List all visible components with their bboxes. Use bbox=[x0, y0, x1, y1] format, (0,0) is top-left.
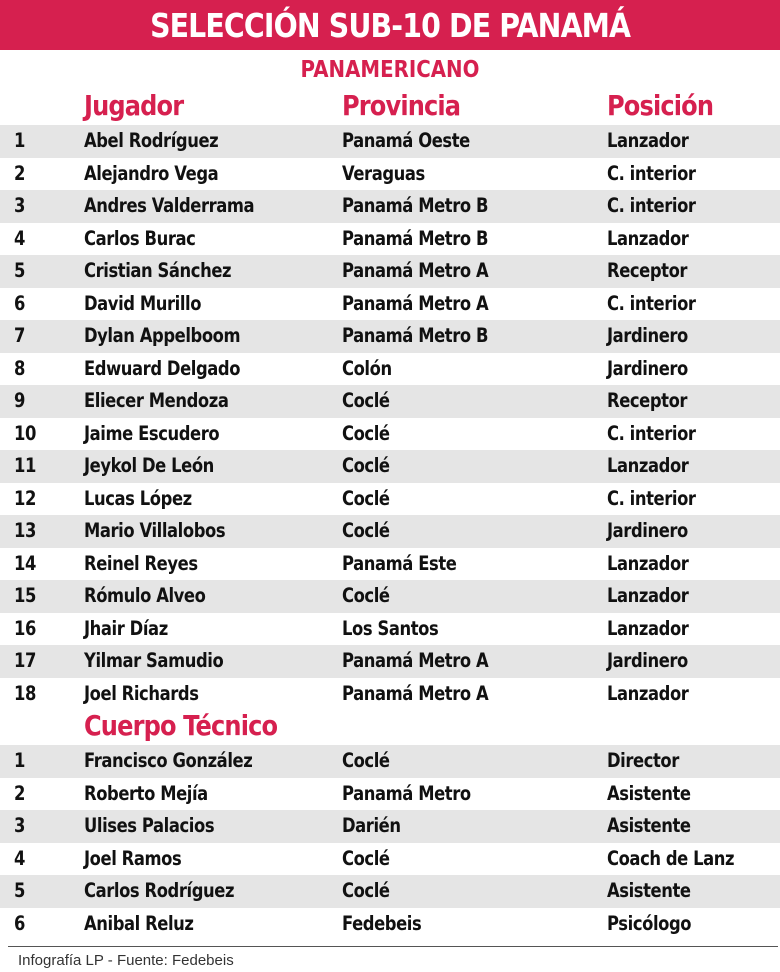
name-cell: Lucas López bbox=[84, 486, 192, 510]
province-cell: Coclé bbox=[342, 519, 390, 542]
source-credit: Infografía LP - Fuente: Fedebeis bbox=[18, 952, 234, 969]
row-number: 5 bbox=[14, 879, 25, 902]
staff-row bbox=[0, 745, 780, 778]
column-header-position: Posición bbox=[607, 89, 714, 122]
province-cell: Coclé bbox=[342, 421, 390, 445]
row-number: 9 bbox=[14, 389, 25, 412]
position-cell: C. interior bbox=[607, 194, 696, 217]
province-cell: Panamá Metro A bbox=[342, 291, 489, 315]
row-number: 8 bbox=[14, 356, 25, 380]
province-cell: Coclé bbox=[342, 454, 390, 477]
position-cell: Lanzador bbox=[607, 551, 689, 575]
province-cell: Veraguas bbox=[342, 161, 425, 185]
row-number: 6 bbox=[14, 911, 25, 935]
staff-row bbox=[0, 810, 780, 843]
position-cell: Jardinero bbox=[607, 356, 688, 380]
player-row bbox=[0, 190, 780, 223]
staff-row bbox=[0, 908, 780, 941]
row-number: 17 bbox=[14, 649, 36, 672]
name-cell: Francisco González bbox=[84, 749, 253, 772]
player-row bbox=[0, 288, 780, 321]
name-cell: Jhair Díaz bbox=[84, 616, 168, 640]
player-row bbox=[0, 125, 780, 158]
province-cell: Panamá Metro A bbox=[342, 681, 489, 705]
name-cell: Roberto Mejía bbox=[84, 781, 208, 805]
row-number: 12 bbox=[14, 486, 36, 510]
player-row bbox=[0, 548, 780, 581]
province-cell: Panamá Este bbox=[342, 551, 457, 575]
province-cell: Coclé bbox=[342, 749, 390, 772]
staff-row bbox=[0, 778, 780, 811]
position-cell: Lanzador bbox=[607, 226, 689, 250]
player-row bbox=[0, 158, 780, 191]
province-cell: Los Santos bbox=[342, 616, 439, 640]
position-cell: Receptor bbox=[607, 259, 688, 282]
province-cell: Panamá Metro A bbox=[342, 649, 489, 672]
province-cell: Panamá Metro B bbox=[342, 324, 489, 347]
position-cell: Lanzador bbox=[607, 616, 689, 640]
name-cell: Reinel Reyes bbox=[84, 551, 198, 575]
position-cell: C. interior bbox=[607, 161, 696, 185]
player-row bbox=[0, 385, 780, 418]
province-cell: Coclé bbox=[342, 879, 390, 902]
position-cell: Psicólogo bbox=[607, 911, 692, 935]
name-cell: Alejandro Vega bbox=[84, 161, 219, 185]
province-cell: Panamá Metro B bbox=[342, 226, 489, 250]
player-row bbox=[0, 418, 780, 451]
position-cell: Lanzador bbox=[607, 129, 689, 152]
row-number: 7 bbox=[14, 324, 25, 347]
position-cell: Jardinero bbox=[607, 519, 688, 542]
row-number: 3 bbox=[14, 814, 25, 837]
player-row bbox=[0, 353, 780, 386]
row-number: 15 bbox=[14, 584, 36, 607]
subtitle bbox=[0, 52, 780, 88]
row-number: 14 bbox=[14, 551, 36, 575]
province-cell: Panamá Metro B bbox=[342, 194, 489, 217]
name-cell: Yilmar Samudio bbox=[84, 649, 224, 672]
position-cell: Lanzador bbox=[607, 454, 689, 477]
province-cell: Coclé bbox=[342, 486, 390, 510]
name-cell: Anibal Reluz bbox=[84, 911, 194, 935]
position-cell: C. interior bbox=[607, 486, 696, 510]
name-cell: David Murillo bbox=[84, 291, 202, 315]
player-row bbox=[0, 255, 780, 288]
row-number: 3 bbox=[14, 194, 25, 217]
name-cell: Andres Valderrama bbox=[84, 194, 255, 217]
title-banner bbox=[0, 0, 780, 50]
player-row bbox=[0, 645, 780, 678]
name-cell: Cristian Sánchez bbox=[84, 259, 232, 282]
position-cell: Asistente bbox=[607, 879, 691, 902]
name-cell: Joel Ramos bbox=[84, 846, 182, 870]
row-number: 5 bbox=[14, 259, 25, 282]
staff-heading: Cuerpo Técnico bbox=[84, 709, 278, 742]
player-row bbox=[0, 223, 780, 256]
province-cell: Coclé bbox=[342, 389, 390, 412]
row-number: 13 bbox=[14, 519, 36, 542]
position-cell: Jardinero bbox=[607, 324, 688, 347]
position-cell: Asistente bbox=[607, 781, 691, 805]
player-row bbox=[0, 613, 780, 646]
name-cell: Rómulo Alveo bbox=[84, 584, 206, 607]
row-number: 6 bbox=[14, 291, 25, 315]
row-number: 16 bbox=[14, 616, 36, 640]
province-cell: Fedebeis bbox=[342, 911, 422, 935]
page-title: SELECCIÓN SUB-10 DE PANAMÁ bbox=[149, 5, 631, 45]
name-cell: Jeykol De León bbox=[84, 454, 214, 477]
row-number: 4 bbox=[14, 226, 25, 250]
province-cell: Coclé bbox=[342, 584, 390, 607]
name-cell: Jaime Escudero bbox=[84, 421, 220, 445]
player-row bbox=[0, 320, 780, 353]
name-cell: Carlos Rodríguez bbox=[84, 879, 235, 902]
position-cell: Receptor bbox=[607, 389, 688, 412]
player-row bbox=[0, 483, 780, 516]
province-cell: Colón bbox=[342, 356, 392, 380]
player-row bbox=[0, 678, 780, 711]
name-cell: Carlos Burac bbox=[84, 226, 196, 250]
column-header-player: Jugador bbox=[84, 89, 184, 122]
province-cell: Panamá Metro bbox=[342, 781, 471, 805]
player-row bbox=[0, 450, 780, 483]
name-cell: Edwuard Delgado bbox=[84, 356, 241, 380]
subtitle-text: PANAMERICANO bbox=[300, 57, 480, 83]
name-cell: Ulises Palacios bbox=[84, 814, 215, 837]
province-cell: Darién bbox=[342, 814, 401, 837]
position-cell: Director bbox=[607, 749, 679, 772]
column-header-province: Provincia bbox=[342, 89, 461, 122]
staff-row bbox=[0, 875, 780, 908]
position-cell: C. interior bbox=[607, 421, 696, 445]
position-cell: Asistente bbox=[607, 814, 691, 837]
province-cell: Coclé bbox=[342, 846, 390, 870]
row-number: 4 bbox=[14, 846, 25, 870]
name-cell: Mario Villalobos bbox=[84, 519, 226, 542]
row-number: 10 bbox=[14, 421, 36, 445]
player-row bbox=[0, 515, 780, 548]
row-number: 2 bbox=[14, 781, 25, 805]
staff-table bbox=[0, 745, 780, 940]
footer-divider bbox=[8, 946, 778, 947]
name-cell: Dylan Appelboom bbox=[84, 324, 241, 347]
staff-row bbox=[0, 843, 780, 876]
position-cell: Lanzador bbox=[607, 681, 689, 705]
player-row bbox=[0, 580, 780, 613]
position-cell: C. interior bbox=[607, 291, 696, 315]
name-cell: Abel Rodríguez bbox=[84, 129, 219, 152]
row-number: 11 bbox=[14, 454, 36, 477]
position-cell: Jardinero bbox=[607, 649, 688, 672]
row-number: 1 bbox=[14, 129, 25, 152]
province-cell: Panamá Metro A bbox=[342, 259, 489, 282]
row-number: 18 bbox=[14, 681, 36, 705]
name-cell: Eliecer Mendoza bbox=[84, 389, 229, 412]
row-number: 1 bbox=[14, 749, 25, 772]
row-number: 2 bbox=[14, 161, 25, 185]
position-cell: Lanzador bbox=[607, 584, 689, 607]
position-cell: Coach de Lanz bbox=[607, 846, 735, 870]
province-cell: Panamá Oeste bbox=[342, 129, 470, 152]
name-cell: Joel Richards bbox=[84, 681, 199, 705]
players-table bbox=[0, 125, 780, 710]
